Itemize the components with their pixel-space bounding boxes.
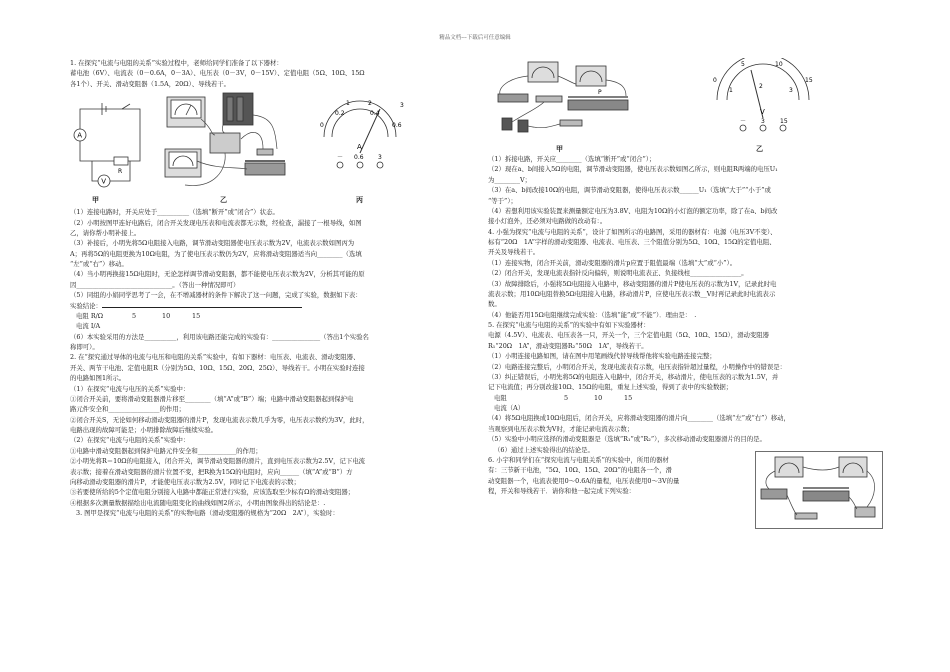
apparatus-photo-q6 — [755, 451, 883, 529]
q1-body: （1）连接电路时，开关应处于__________（选填“断开”或“闭合”）状态。 （2）小明按图甲连好电路后，闭合开关发现电压表和电流表都无示数，经检查，漏接了一根导线，如图 乙，请你帮小明补接上。 （3）补接后，小明先将5Ω电阻接入电路，调节滑动变阻器使电压表示数为2V，电流表示数如图丙为 A；再将5Ω的电阻更换为10Ω电阻，为了使电压表示数仍为2V，应将滑动变阻器适当向________（选填 “左”或“右”）移动。 （4）当小明再换接15Ω电阻时，无论怎样调节滑动变阻器，都不能使电压表示数为2V，分析其可能的原 因______________________________。（答出一种情况即可） （5）同组的小娟同学思考了一会，在不增减器材的条件下解决了这一问题，完成了实验，数据如下表： 实验结论： — [70, 208, 365, 310]
voltmeter-symbol: V — [101, 177, 107, 186]
q4-block: 4. 小强为探究“电流与电阻的关系”，设计了如图所示的电路图，采用的器材有：电源（电压3V不变）、 标有“20Ω 1A”字样的滑动变阻器、电流表、电压表、三个阻值分别为5Ω、10Ω、15Ω的定值电阻、 开关及导线若干。 （1）连接实物，闭合开关前，滑动变阻器的滑片p应置于阻值最端（选填“大”或“小”）。 （2）闭合开关，发现电流表指针反向偏转，则说明电流表正、负接线柱________________。 （3）故障排除后，小强将5Ω电阻接入电路中，移动变阻器的滑片P使电压表的示数为1V，记录此时电 流表示数；用10Ω电阻替换5Ω电阻接入电路，移动滑片P，应使电压表示数__V时再记录此时电流表示 数。 （4）他能否用15Ω电阻继续完成实验：（选填“能”或“不能”）．理由是： . — [488, 227, 777, 319]
q1-data-table: 电阻 R/Ω 5 10 15 电流 I/A — [76, 311, 201, 331]
svg-text:3: 3 — [378, 154, 382, 162]
fig-label-yi: 乙 — [220, 196, 227, 205]
svg-text:0.2: 0.2 — [335, 110, 345, 118]
ammeter-symbol: A — [77, 131, 83, 140]
right-column — [488, 58, 883, 496]
svg-text:5: 5 — [741, 61, 745, 68]
fig-label-bing: 丙 — [356, 196, 363, 205]
svg-text:－: － — [337, 154, 344, 162]
svg-text:15: 15 — [780, 118, 788, 125]
ammeter-dial-bing — [310, 93, 410, 178]
svg-text:V: V — [760, 108, 765, 116]
circuit-diagram-jia — [70, 95, 150, 195]
svg-text:1: 1 — [346, 100, 350, 108]
svg-text:P: P — [598, 89, 602, 96]
svg-text:2: 2 — [368, 100, 372, 108]
resistor-symbol: R — [118, 168, 123, 176]
fig-label-jia: 甲 — [92, 196, 99, 205]
apparatus-photo-jia-q3 — [488, 58, 638, 138]
svg-text:0.6: 0.6 — [392, 122, 402, 130]
q5-data-table: 电阻 5 10 15 电流（A） — [494, 393, 633, 412]
svg-text:10: 10 — [775, 61, 783, 68]
svg-text:2: 2 — [759, 83, 763, 90]
q5-tail: （4）将5Ω电阻换成10Ω电阻后，闭合开关，应将滑动变阻器的滑片向________（选填“左”或“右”）移动， 当观察到电压表示数为V时，才能记录电流表示数； （5）实验中小明应选择的滑动变阻器是（选填“R₁”或“R₂”），多次移动滑动变阻器滑片的目的是。 （6）通过上述实验得出的结论是。 — [488, 414, 790, 454]
q3-figures — [488, 58, 883, 154]
fig-label-jia-q3: 甲 — [556, 145, 563, 153]
svg-text:0.4: 0.4 — [370, 110, 380, 118]
svg-text:1: 1 — [729, 87, 733, 94]
q5-block: 5. 在探究“电流与电阻的关系”的实验中有如下实验器材： 电源（4.5V）、电流表、电压表各一只，开关一个，三个定值电阻（5Ω、10Ω、15Ω），滑动变阻器 R₁“20Ω 1A”，滑动变阻器R₂“50Ω 1A”，导线若干。 （1）小明连接电路如图，请在图中用笔画线代替导线帮他将实验电路连接完整； （2）电路连接完整后，小明闭合开关，发现电流表有示数，电压表指针超过量程，小明操作中的错误是： （3）纠正错误后，小明先将5Ω的电阻连入电路中，闭合开关，移动滑片，使电压表的示数为1.5V，并 记下电流值；再分别改接10Ω、15Ω的电阻，重复上述实验，得到了表中的实验数据； — [488, 321, 787, 392]
svg-text:0.6: 0.6 — [354, 154, 364, 162]
svg-text:3: 3 — [761, 118, 765, 125]
svg-text:3: 3 — [400, 102, 404, 110]
fig-label-yi-q3: 乙 — [756, 145, 763, 153]
apparatus-photo-yi — [155, 89, 300, 199]
voltmeter-dial-yi — [703, 58, 823, 140]
left-column — [70, 58, 458, 518]
page-header: 精品文档---下载后可任意编辑 — [439, 35, 511, 41]
q3-body: （1）拆接电路，开关应________（选填“断开”或“闭合”）； （2）现在a、b间接入5Ω的电阻，调节滑动变阻器，使电压表示数如图乙所示，则电阻R两端的电压U₁ 为________V； （3）在a、b间改接10Ω的电阻，调节滑动变阻器，使得电压表示数______U₁（选填“大于”“小于”或 “等于”）； （4）若想利用该实验装置来测量额定电压为3.8V、电阻为10Ω的小灯泡的额定功率，除了在a、b间改 接小灯泡外，还必须对电路做的改动有：。 — [488, 155, 778, 226]
svg-text:A: A — [357, 143, 362, 152]
svg-text:0: 0 — [713, 77, 717, 84]
q1-figures — [70, 89, 458, 207]
svg-text:15: 15 — [805, 77, 813, 84]
q2-block: 2. 在“探究通过导体的电流与电压和电阻的关系”实验中，有如下器材：电压表、电流表、滑动变阻器、 开关、两节干电池、定值电阻R（分别为5Ω、10Ω、15Ω、20Ω、25Ω）、导线若干。小明在实验时连接 的电路如图1所示。 （1）在探究“电流与电压的关系”实验中： ①闭合开关前，要将滑动变阻器滑片移至________（填“A”或“B”）端；电路中滑动变阻器起到保护电 路元件安全和________________的作用； ②闭合开关S，无论如何移动滑动变阻器的滑片P，发现电流表示数几乎为零，电压表示数约为3V，此时， 电路出现的故障可能是；小明排除故障后继续实验。 （2）在探究“电流与电阻的关系”实验中： ①电路中滑动变阻器起到保护电路元件安全和____________的作用； ②小明先将R＝10Ω的电阻接入，闭合开关，调节滑动变阻器的滑片，直到电压表示数为2.5V，记下电流 表示数；接着在滑动变阻器的滑片位置不变，把R换为15Ω的电阻时，应向______（填“A”或“B”）方 向移动滑动变阻器的滑片P，才能使电压表示数为2.5V，同时记下电流表的示数； ③若要使所给的5个定值电阻分别接入电路中都能正常进行实验，应该选取至少标有Ω的滑动变阻器； ④根据多次测量数据描绘出电流随电阻变化的曲线如图2所示，小明由图象得出的结论是：. 3. 图甲是探究“电流与电阻的关系”的实物电路（滑动变阻器的规格为“20Ω 2A”），实验时： — [70, 353, 369, 517]
svg-text:3: 3 — [789, 87, 793, 94]
q6-block: 6. 小宇和同学们在“探究电流与电阻关系”的实验中，所用的器材 有：三节新干电池，“5Ω、10Ω、15Ω、20Ω”的电阻各一个，滑 动变阻器一个，电流表使用0～0.6A的量程，电压表使用0～3V的量 程，开关和导线若干．请你和他一起完成下列实验： — [488, 455, 883, 497]
q1-intro: 1. 在探究“电流与电阻的关系”实验过程中，老师给同学们准备了以下器材： 蓄电池（6V）、电流表（0－0.6A，0－3A）、电压表（0－3V，0－15V）、定值电阻（5Ω、10Ω、15Ω 各1个）、开关、滑动变阻器（1.5A，20Ω）、导线若干。 — [70, 59, 365, 88]
q1-tail: （6）本实验采用的方法是__________，利用该电路还能完成的实验有：_______________（答出1个实验名 称即可）。 — [70, 332, 369, 351]
svg-text:－: － — [740, 118, 747, 125]
svg-text:0: 0 — [320, 122, 324, 130]
